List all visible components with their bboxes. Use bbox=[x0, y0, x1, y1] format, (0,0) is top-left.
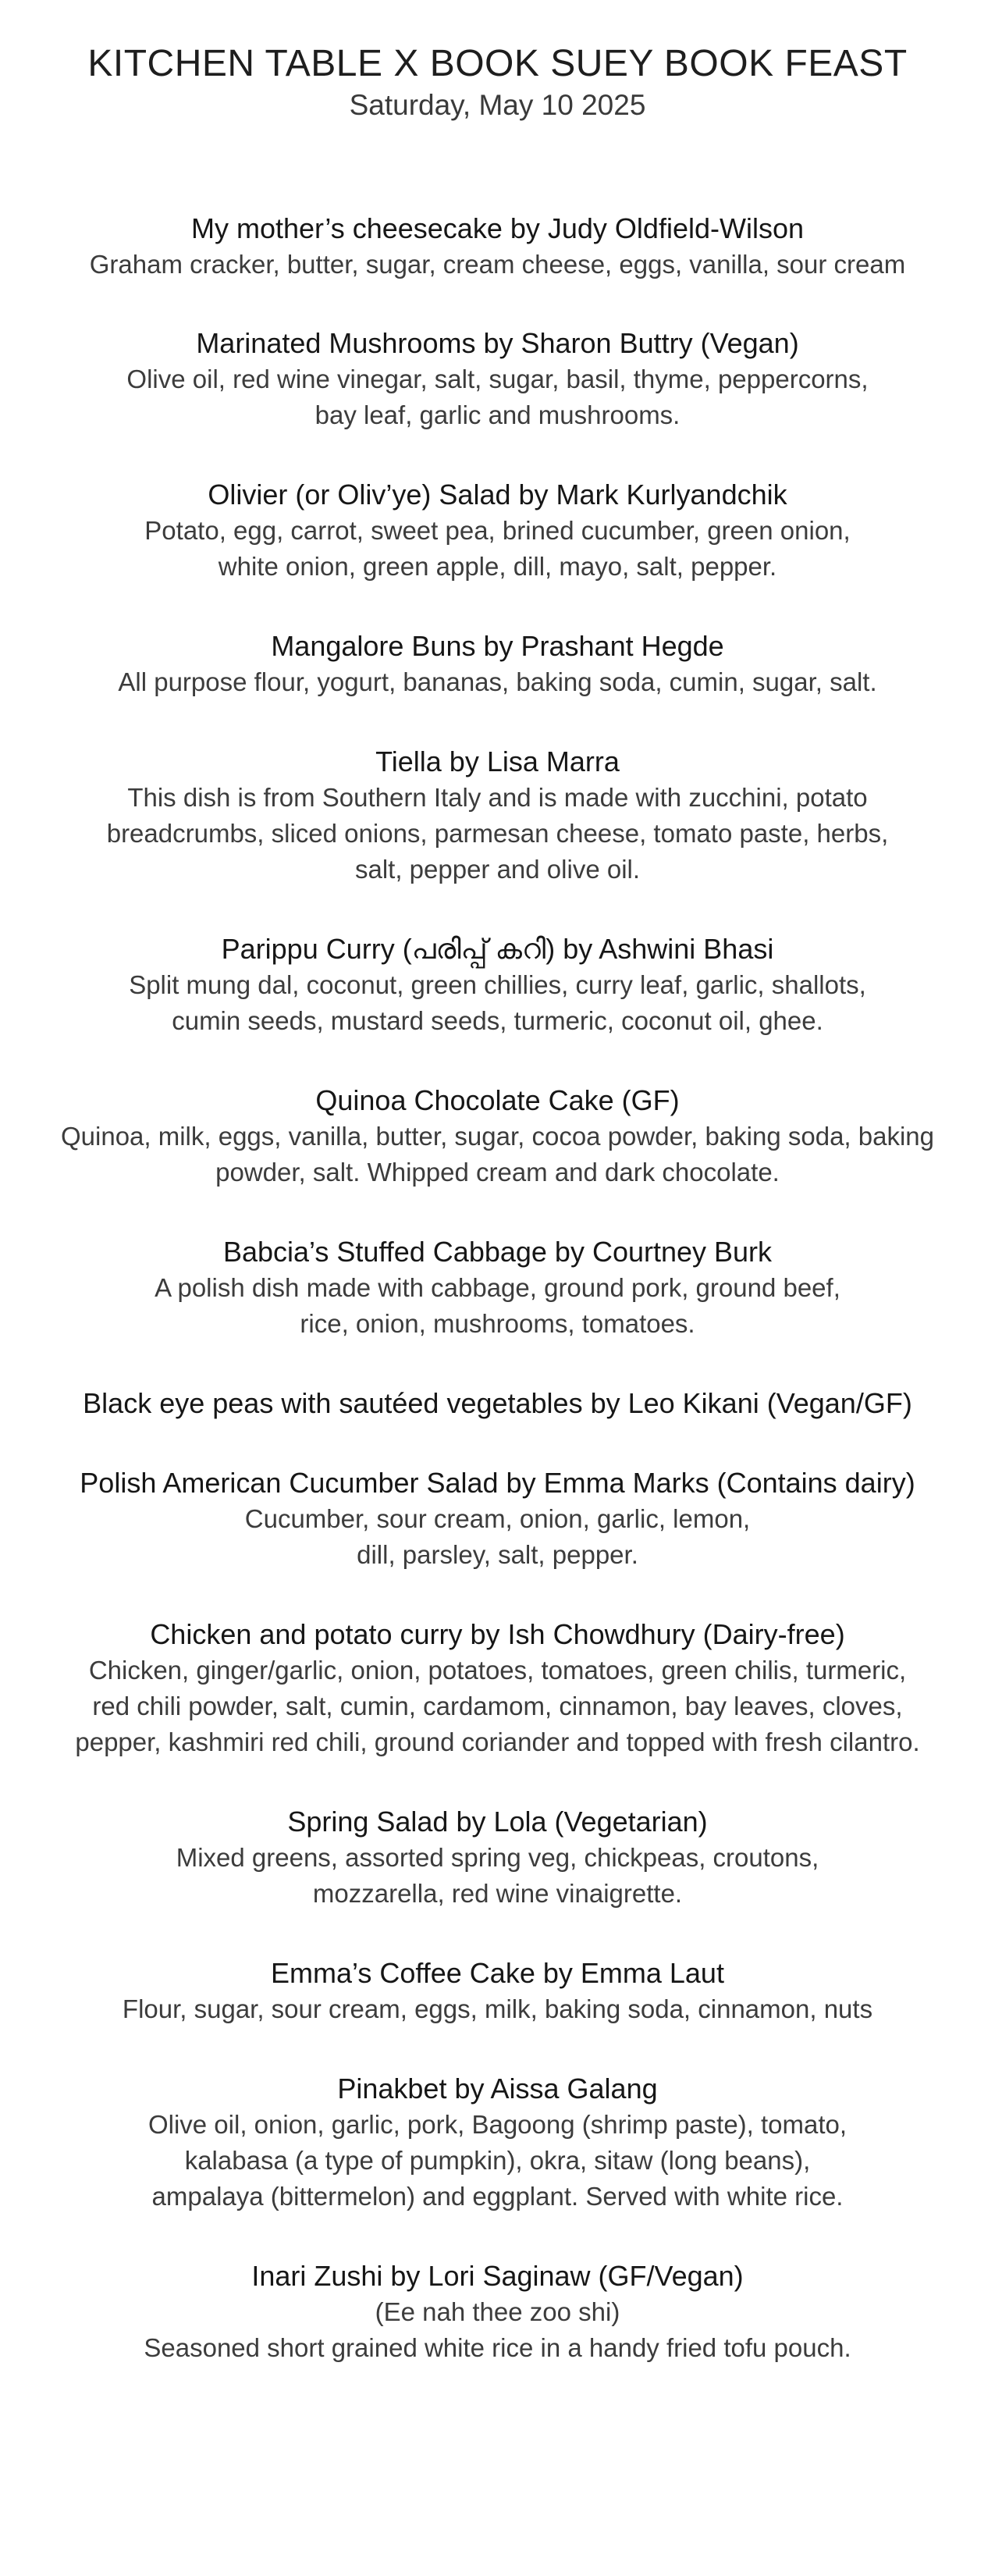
dish-title: Tiella by Lisa Marra bbox=[375, 745, 620, 777]
ingredient-line: A polish dish made with cabbage, ground pork, ground beef, bbox=[155, 1273, 840, 1302]
dish-ingredients bbox=[0, 1501, 995, 1573]
ingredient-line: cumin seeds, mustard seeds, turmeric, coconut oil, ghee. bbox=[172, 1006, 823, 1035]
dish-title: Quinoa Chocolate Cake (GF) bbox=[315, 1084, 680, 1116]
ingredient-line: Olive oil, onion, garlic, pork, Bagoong (shrimp paste), tomato, bbox=[147, 2110, 848, 2139]
ingredient-line: kalabasa (a type of pumpkin), okra, sitaw (long beans), bbox=[184, 2146, 811, 2175]
dish-item bbox=[0, 744, 995, 888]
dish-item bbox=[0, 1465, 995, 1573]
dish-item bbox=[0, 1234, 995, 1342]
dish-ingredients bbox=[0, 361, 995, 433]
ingredient-line: red chili powder, salt, cumin, cardamom, cinnamon, bay leaves, cloves, bbox=[92, 1692, 903, 1720]
dish-ingredients bbox=[0, 780, 995, 888]
dish-ingredients bbox=[0, 967, 995, 1039]
ingredient-line: powder, salt. Whipped cream and dark chocolate. bbox=[215, 1158, 780, 1187]
ingredient-line: bay leaf, garlic and mushrooms. bbox=[314, 400, 681, 429]
event-date: Saturday, May 10 2025 bbox=[349, 89, 646, 121]
ingredient-line: Potato, egg, carrot, sweet pea, brined cucumber, green onion, bbox=[144, 516, 851, 545]
dish-title: Olivier (or Oliv’ye) Salad by Mark Kurlyandchik bbox=[208, 479, 787, 511]
ingredient-line: Flour, sugar, sour cream, eggs, milk, baking soda, cinnamon, nuts bbox=[122, 1994, 873, 2023]
dish-title: Spring Salad by Lola (Vegetarian) bbox=[287, 1806, 708, 1838]
dish-list bbox=[0, 211, 995, 2366]
dish-item bbox=[0, 1955, 995, 2027]
dish-title: Pinakbet by Aissa Galang bbox=[337, 2073, 658, 2105]
ingredient-line: salt, pepper and olive oil. bbox=[354, 855, 641, 884]
dish-title: Marinated Mushrooms by Sharon Buttry (Vegan) bbox=[196, 327, 799, 359]
dish-ingredients bbox=[0, 2294, 995, 2366]
ingredient-line: Split mung dal, coconut, green chillies, curry leaf, garlic, shallots, bbox=[129, 970, 866, 999]
dish-item bbox=[0, 477, 995, 585]
dish-ingredients bbox=[0, 1119, 995, 1190]
dish-title: Mangalore Buns by Prashant Hegde bbox=[271, 630, 724, 662]
dish-item bbox=[0, 628, 995, 700]
ingredient-line: mozzarella, red wine vinaigrette. bbox=[312, 1879, 683, 1908]
dish-item bbox=[0, 1804, 995, 1912]
ingredient-line: All purpose flour, yogurt, bananas, baking soda, cumin, sugar, salt. bbox=[118, 667, 877, 696]
ingredient-line: white onion, green apple, dill, mayo, salt, pepper. bbox=[218, 552, 777, 581]
dish-item bbox=[0, 1617, 995, 1760]
event-title: KITCHEN TABLE X BOOK SUEY BOOK FEAST bbox=[87, 43, 908, 84]
dish-ingredients bbox=[0, 1991, 995, 2027]
ingredient-line: Chicken, ginger/garlic, onion, potatoes, tomatoes, green chilis, turmeric, bbox=[88, 1656, 907, 1685]
dish-item bbox=[0, 2258, 995, 2366]
ingredient-line: Seasoned short grained white rice in a handy fried tofu pouch. bbox=[144, 2333, 851, 2362]
ingredient-line: ampalaya (bittermelon) and eggplant. Served with white rice. bbox=[151, 2182, 844, 2211]
dish-item bbox=[0, 211, 995, 283]
ingredient-line: (Ee nah thee zoo shi) bbox=[375, 2297, 620, 2326]
ingredient-line: rice, onion, mushrooms, tomatoes. bbox=[300, 1309, 695, 1338]
dish-item bbox=[0, 326, 995, 433]
ingredient-line: Cucumber, sour cream, onion, garlic, lemon, bbox=[244, 1504, 751, 1533]
dish-item bbox=[0, 931, 995, 1039]
ingredient-line: dill, parsley, salt, pepper. bbox=[357, 1540, 638, 1569]
ingredient-line: Graham cracker, butter, sugar, cream cheese, eggs, vanilla, sour cream bbox=[89, 250, 906, 279]
dish-ingredients bbox=[0, 513, 995, 585]
ingredient-line: breadcrumbs, sliced onions, parmesan cheese, tomato paste, herbs, bbox=[106, 819, 889, 848]
dish-ingredients bbox=[0, 1270, 995, 1342]
dish-title: Babcia’s Stuffed Cabbage by Courtney Burk bbox=[222, 1236, 773, 1268]
dish-ingredients bbox=[0, 1840, 995, 1912]
dish-item bbox=[0, 2071, 995, 2215]
dish-ingredients bbox=[0, 664, 995, 700]
ingredient-line: Olive oil, red wine vinegar, salt, sugar, basil, thyme, peppercorns, bbox=[126, 365, 869, 393]
ingredient-line: pepper, kashmiri red chili, ground coriander and topped with fresh cilantro. bbox=[75, 1727, 920, 1756]
ingredient-line: Quinoa, milk, eggs, vanilla, butter, sugar, cocoa powder, baking soda, baking bbox=[60, 1122, 935, 1151]
dish-title: Chicken and potato curry by Ish Chowdhury (Dairy-free) bbox=[150, 1618, 845, 1650]
dish-title: Emma’s Coffee Cake by Emma Laut bbox=[271, 1957, 724, 1989]
dish-title: Inari Zushi by Lori Saginaw (GF/Vegan) bbox=[251, 2260, 744, 2292]
dish-title: Black eye peas with sautéed vegetables by Leo Kikani (Vegan/GF) bbox=[83, 1387, 912, 1419]
dish-title: My mother’s cheesecake by Judy Oldfield-Wilson bbox=[191, 212, 804, 244]
dish-item bbox=[0, 1083, 995, 1190]
dish-item bbox=[0, 1386, 995, 1421]
dish-ingredients bbox=[0, 2107, 995, 2215]
ingredient-line: This dish is from Southern Italy and is made with zucchini, potato bbox=[127, 783, 868, 812]
dish-title: Parippu Curry (പരിപ്പ് കറി) by Ashwini Bhasi bbox=[221, 933, 774, 965]
dish-ingredients bbox=[0, 247, 995, 283]
dish-ingredients bbox=[0, 1653, 995, 1760]
dish-title: Polish American Cucumber Salad by Emma Marks (Contains dairy) bbox=[80, 1467, 915, 1499]
ingredient-line: Mixed greens, assorted spring veg, chickpeas, croutons, bbox=[176, 1843, 819, 1872]
